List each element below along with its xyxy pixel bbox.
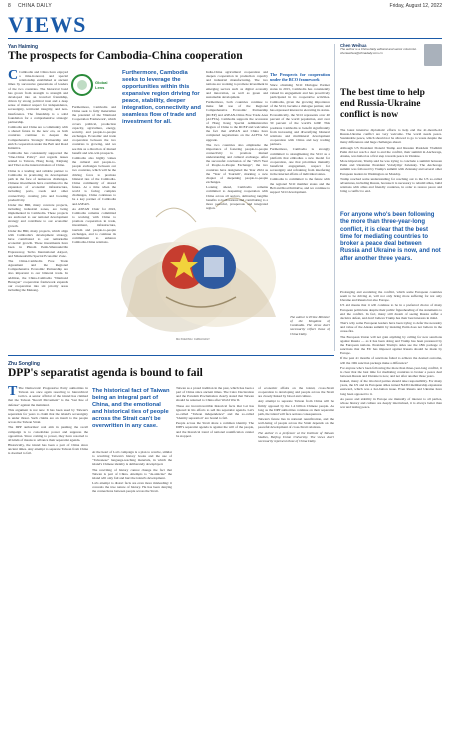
bottom-column-1: T The Democratic Progressive Party authorities in Taiwan are once again resorting to hierarchical tactics. A senior official of the island has claimed that the Taiwan "Recall Movement" is the "last line of defense" against the mainland. This argument is not new. It has been used by Taiwan's separatists for years to claim that the island's sovereignty is under threat. Such claims are an insult to the people across the Taiwan Strait. The DPP authorities' real aim in pushing the recall campaign is to consolidate power and suppress the opposition. Since coming to power, they have resorted to all kinds of means to advance their separatist agenda. Historically, the island has been a part of China since ancient times. Any attempt to separate Taiwan from China is doomed to fail.	[8, 386, 88, 456]
column-divider	[334, 44, 335, 351]
columnist-photo	[424, 44, 442, 66]
columnist-block	[340, 44, 442, 66]
article-column-2: Furthermore, Cambodia and China seek to fully materialize the potential of the 'Diamond Cooperation Framework', which covers political, production capacity, agriculture, energy, security, and people-to-people exchanges. Economic and trade cooperation between the two countries is growing, and we see this as a direction of mutual benefit and win-win prospects. Cambodia also highly values the cultural and people-to-people exchanges between our two countries, which will be the driving force to promote bilateral ties of the Cambodia-China community of shared future. At a time when the world is facing complex challenges, China continues to be a key partner of Cambodia and ASEAN. As ASEAN Chair for 2022, Cambodia remains committed to working with China to promote cooperation in trade, investment, infrastructure, tourism and people-to-people exchanges, and to continue its commitment to enhance Cambodia-China relations.	[72, 105, 116, 244]
article-column-3: India-China agricultural cooperation and deepen cooperation in production capacity and industrial manufacturing. The two nations are working to promote investment in emerging sectors such as digital economy and innovation, as well as green and sustainable development. Furthermore, both countries continue to make full use of the Regional Comprehensive Economic Partnership (RCEP) and ASEAN-China Free Trade Area (ACFTA). Cambodia supports the accession of Hong Kong Special Administrative Region of China to the RCEP and welcomes the fact that ASEAN and China have completed negotiations on the ACFTA 3.0 upgrade. The two countries also emphasize the importance of fostering people-to-people connectivity to promote mutual understanding and cultural exchange. After the successful conclusion of the "2023 Year of People-to-People Exchange", the two countries have designated the Year 2024 as the "Year of Tourism", marking a new chapter of deepening people-to-people exchanges. Looking ahead, Cambodia remains committed to deepening cooperation with China across all sectors, delivering tangible benefits to both nations and contributing to a more peaceful, prosperous and integrated region.	[206, 70, 268, 210]
article-byline: Yan Haiming	[8, 44, 39, 50]
bottom-column-3: Taiwan as a proud tradition in the past, which has been a part of China since ancient times. The Cairo Declaration and the Potsdam Proclamation clearly stated that Taiwan should be returned to China after World War II. These are incontrovertible historical facts that Lai has ignored in his efforts to sell his separatist agenda. Lai's so-called "Taiwan independence" and the so-called "identity separation" are bound to fail. People across the Strait share a common identity. The DPP's separatist agenda is against the will of the people, and the historical trend of national reunification cannot be stopped.	[176, 386, 254, 438]
issue-date: Friday, August 12, 2022	[389, 3, 442, 9]
article-column-1: C Cambodia and China have enjoyed a time-honored, and special relationship established at ancient times by successive generations of leaders of the two countries. The historical bond has grown from strength to strength and developed into an ironclad friendship, driven by strong political trust and a deep sense of mutual respect for independence, sovereignty, territorial integrity, and non-interference. The friendship is a solid foundation for a comprehensive strategic partnership. Cambodia and China are a community with a shared future in the new era, as both countries continue to deepen the Comprehensive Strategic Partnership and enrich cooperation under the Belt and Road Initiative. Cambodia has consistently supported the "One-China Policy" and regards issues related to Taiwan, Hong Kong, Xinjiang and Tibet as the internal matters of China. China is a leading and reliable partner to Cambodia in promoting its development path in the face of numerous challenges. Chinese investments have contributed to the expansion of economic infrastructure, including ports, roads and other connectivity, creating jobs and boosting productivity. Under the BRI, many concrete projects, including industrial zones, are being implemented in Cambodia. These projects are anchored to our national development strategy and contribute to our economic growth. Under the BRI, many projects, which align with Cambodia's development strategy, have contributed to our remarkable economic growth. These investments have been in Phnom Penh-Sihanoukville Expressway, Techo International Airport, and Sihanoukville Special Economic Zone. The China-Cambodia Free Trade Agreement and the Regional Comprehensive Economic Partnership are also important to our bilateral trade. In addition, the China-Cambodia "Diamond Hexagon" cooperation framework expands our cooperation into six priority areas including the Mekong.	[8, 70, 68, 292]
bottom-drop-cap: T	[8, 386, 18, 399]
opinion-pull-quote: For anyone who's been following the more than three-year-long conflict, it is clear that the best time for mediating countries to broker a peace deal between Russia and Ukraine is now, and not after another three years.	[340, 212, 441, 262]
bottom-pull-quote: The historical fact of Taiwan being an integral part of China, and the emotional and historical ties of people across the Strait can't be overwritten in any case.	[92, 388, 170, 429]
page-number: 8	[8, 3, 11, 9]
opinion-body-1: The latest intensive diplomatic efforts to help end the 41-month-old Russia-Ukraine conflict are very welcome. The world needs peace. Sustainable peace, which should not be allowed to go to waste despite the many differences and huge challenges ahead. Although US President Donald Trump and Russian President Vladimir Putin did not reach a deal to end the conflict, their summit in Anchorage, Alaska, was hailed as a first step towards peace in Ukraine. More important, Trump said he was trying to conclude a summit between Putin and Ukrainian President Volodymyr Zelensky. The Anchorage summit was followed by Trump's summit with Zelensky and several other European leaders in Washington on Monday. Trump reached some understanding for reaching out to the US so-called adventures, including Russia, because it is necessary to rebuild allies, build relations with allies and friendly countries, in order to restore peace and bring a conflict to end.	[340, 128, 442, 194]
illustration-credit: MA XUEJING / CHINA DAILY	[176, 338, 210, 341]
columnist-bio: The author is a China Daily editorial and senior columnist. chenweihua@chinadaily.com.cn	[340, 46, 417, 55]
drop-cap: C	[8, 70, 19, 83]
page-header	[8, 3, 442, 11]
author-note: The author is Prime Minister of the Kingdom of Cambodia. The views don't necessarily reflect those of China Daily.	[290, 315, 330, 336]
opinion-body-2: Prolonging and escalating the conflict, which some European countries seem to be driving at, will not only bring more suffering for not only Ukraine and Russia but also Europe. US aid means that it will continue to be in a preferred choice of many European politicians despite their public figureheading of the statements to end the conflict. In fact, many still dream of seeing Russia suffer a decisive defeat, and don't believe Trump has their best interests in mind. That's why some European leaders have been trying to defer the necessity and value of the Alaska summit by insisting Putin does not believe in the cease-fire. The European Union will not gain anything by calling for new sanctions against Russia — as it has been doing and Trump has been pressured by the European nations. President Trump's aides see the 18th package of sanctions that the EU has imposed against Russia should be made by Europe. If the past 41 months of sanctions failed to achieve the desired outcome, will the 19th sanction package make a difference? For anyone who's been following the more than three-year-long conflict, it is clear that the best time for mediating countries to broker a peace deal between Russia and Ukraine is now, and not after another three years. Indeed, many of the involved parties should take responsibility. For many years, the US and its European allies turned NATO membership expansion eastward, which was a hot-button issue. Even Russia and Ukraine have long been opposed to it. As peace and stability in Europe are mutually of interest to all parties, whose history and culture are deeply intertwined, it is always better than war and lasting peace.	[340, 290, 442, 410]
article-subheading: The Prospects for cooperation under the BCO framework	[270, 72, 330, 82]
publication-name: CHINA DAILY	[18, 3, 53, 9]
bottom-column-4: of economic affairs on the island, cross-Strait cooperation is developing and people across the Strait are closely linked by blood and culture. Any attempt to separate Taiwan from China will be firmly opposed by the 1.4 billion Chinese people. As long as the DPP authorities continue on their separatist path, the island will face serious consequences. Taiwan's future lies in national reunification, and the well-being of people across the Strait depends on the peaceful development of cross-Strait relations. The author is a professor at the Institute of Taiwan Studies, Beijing Union University. The views don't necessarily represent those of China Daily.	[258, 386, 334, 443]
bottom-column-2: At the heart of Lai's campaign is a plan to rewrite, similar to rewriting Taiwan's history books and the use of "Taiwanese" language-teaching materials, in which the island's Chinese identity is deliberately downplayed. The rewriting of history cannot change the fact that Taiwan is part of China. Attempts to "de-sinicize" the island will only fail and hurt the island's development. Lai's attempt to distort facts are even more misleading: it conceals the true nature of history. He has been denying the connections between people across the Strait.	[92, 450, 172, 494]
article-column-4: The Prospects for cooperation under the BCO framework Since obtaining SCO Dialogue Partner status in 2015, Cambodia has consistently valued its engagement and has proactively participated in its cooperative activities. Cambodia, given the growing importance of the SCO, became a dialogue partner, and has expressed interest in elevating its status. Economically, the SCO represents over 40 percent of the world population, and over 30 percent of the world's GDP. This positions Cambodia to benefit significantly from increasing and diversifying bilateral relations and multilateral development cooperation with China and key trading partners. Furthermore, Cambodia is strongly committed to strengthening the SCO as a platform that embodies a new model for cooperation, one that prioritizes mutually beneficial engagement, respect for sovereignty and refraining from interfering in the internal affairs of individual states. Cambodia is committed to the future with the regional SCO member states and the Belt and Road Initiative, and we continue to support SCO development.	[270, 72, 330, 194]
bottom-byline: Zhu Songling	[8, 361, 40, 367]
bottom-rule	[8, 355, 334, 356]
columnist-name: Chen Weihua	[340, 43, 367, 48]
global-lens-logo	[70, 70, 120, 102]
opinion-headline: The best time to help end Russia-Ukraine conflict is now	[340, 88, 425, 120]
bottom-headline: DPP's separatist agenda is bound to fail	[8, 367, 203, 379]
section-rule	[8, 38, 442, 39]
pull-quote: Furthermore, Cambodia seeks to leverage the opportunities within this expansive region driving for peace, stability, deeper integration, connectivity and seamless flow of trade and investment for all.	[122, 70, 201, 125]
article-headline: The prospects for Cambodia-China cooperation	[8, 50, 243, 62]
section-title: VIEWS	[8, 12, 87, 37]
logo-label: Global Lens	[95, 80, 108, 90]
